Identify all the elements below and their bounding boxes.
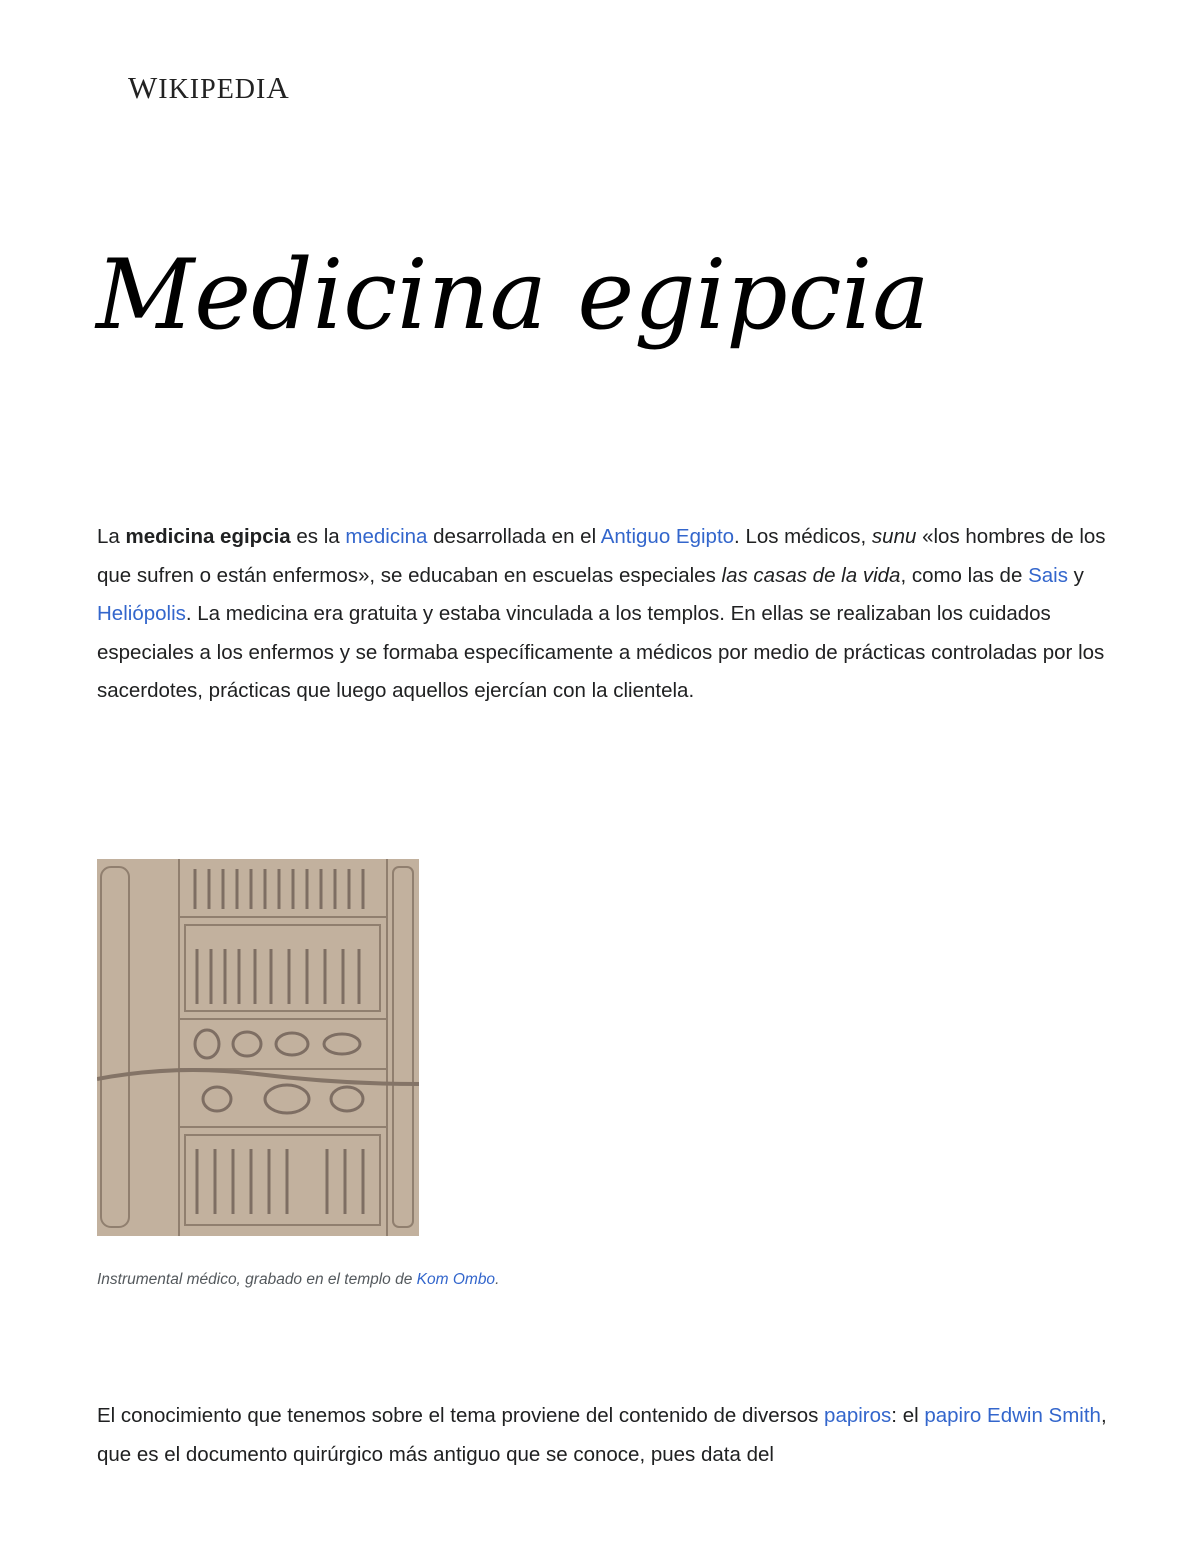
- link-papiros[interactable]: papiros: [824, 1404, 892, 1427]
- link-antiguo-egipto[interactable]: Antiguo Egipto: [600, 525, 735, 548]
- second-paragraph: El conocimiento que tenemos sobre el tema proviene del contenido de diversos papiros: el papiro Edwin Smith, que es el documento quirúrgico más antiguo que se conoce, pues data del: [97, 1404, 1107, 1466]
- link-heliopolis[interactable]: Heliópolis: [97, 602, 186, 626]
- page-title: Medicina egipcia: [96, 239, 930, 351]
- intro-paragraph: La medicina egipcia es la medicina desarrollada en el Antiguo Egipto. Los médicos, sunu «los hombres de los que sufren o están enfermos», se educaban en escuelas especiales las casas de la vida, como las de Sais y Heliópolis. La medicina era gratuita y estaba vinculada a los templos. En ellas se realizaban los cuidados especiales a los enfermos y se formaba específicamente a médicos por medio de prácticas controladas por los sacerdotes, prácticas que luego aquellos ejercían con la clientela.: [97, 525, 1106, 703]
- link-sais[interactable]: Sais: [1028, 563, 1068, 587]
- link-medicina[interactable]: medicina: [345, 525, 428, 548]
- link-papiro-edwin-smith[interactable]: papiro Edwin Smith: [924, 1404, 1101, 1427]
- link-kom-ombo[interactable]: Kom Ombo: [416, 1271, 496, 1288]
- wikipedia-logo[interactable]: WIKIPEDIA: [128, 70, 290, 105]
- figure-kom-ombo-relief[interactable]: [97, 859, 419, 1236]
- figure-caption: Instrumental médico, grabado en el templo de Kom Ombo.: [97, 1271, 500, 1288]
- bold-term: medicina egipcia: [125, 525, 291, 548]
